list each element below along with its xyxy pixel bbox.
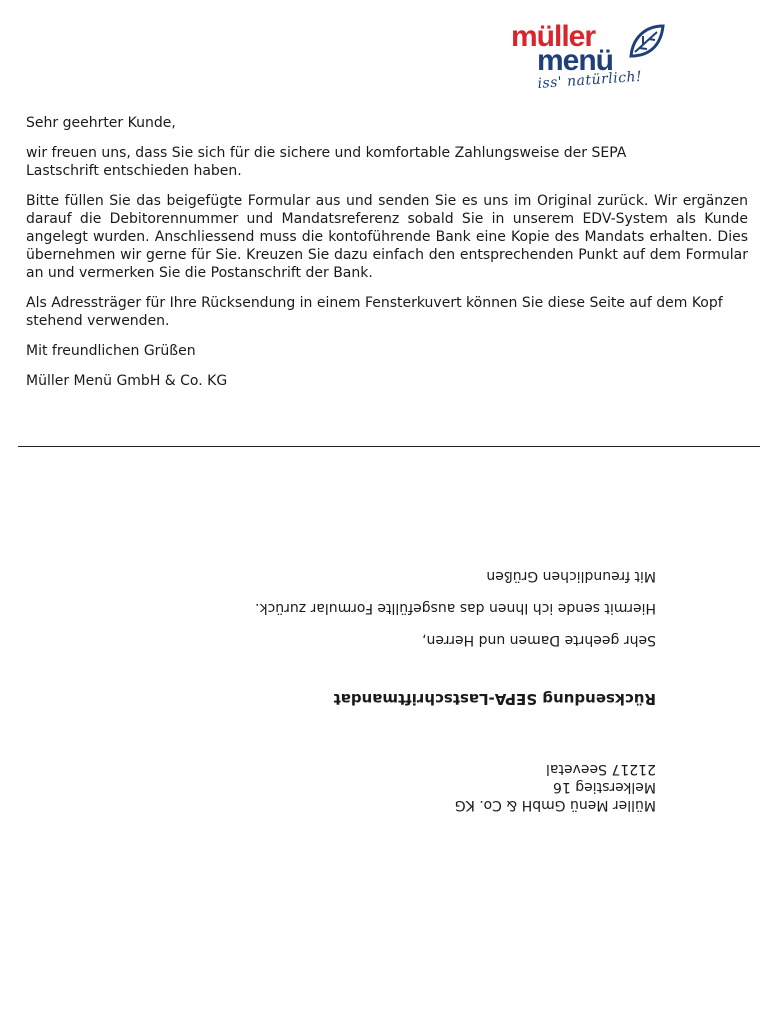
fold-line (18, 446, 760, 447)
letter-paragraph-2: Bitte füllen Sie das beigefügte Formular aus und senden Sie es uns im Original zurück. Wir ergänzen darauf die Debitorennummer und Mandatsreferenz sobald Sie in unserem EDV-System als Kunde angelegt wurden. Anschliessend muss die kontoführende Bank eine Kopie des Mandats erhalten. Dies übernehmen wir gerne für Sie. Kreuzen Sie dazu einfach den entsprechenden Punkt auf dem Formular an und vermerken Sie die Postanschrift der Bank. (26, 193, 748, 281)
return-body: Hiermit sende ich Ihnen das ausgefüllte Formular zurück. (255, 600, 656, 616)
letter-paragraph-1: wir freuen uns, dass Sie sich für die sichere und komfortable Zahlungsweise der SEPA Lastschrift entschieden haben. (26, 145, 627, 179)
return-closing: Mit freundlichen Grüßen (486, 568, 656, 584)
return-address-line: Melkerstieg 16 (553, 779, 656, 795)
cover-letter (26, 114, 748, 402)
letter-greeting: Sehr geehrter Kunde, (26, 115, 176, 131)
leaf-icon (627, 22, 667, 62)
letter-paragraph-3: Als Adressträger für Ihre Rücksendung in einem Fensterkuvert können Sie diese Seite auf dem Kopf stehend verwenden. (26, 295, 723, 329)
upside-down-return-section (0, 456, 770, 836)
logo-tagline: iss' natürlich! (537, 68, 643, 92)
logo-text-menue: menü (537, 44, 614, 77)
mueller-menue-logo (505, 20, 675, 100)
letter-closing: Mit freundlichen Grüßen (26, 343, 196, 359)
return-address-line: 21217 Seevetal (546, 761, 656, 777)
return-salutation: Sehr geehrte Damen und Herren, (422, 632, 656, 648)
return-address-block (455, 760, 656, 814)
letter-signature: Müller Menü GmbH & Co. KG (26, 373, 228, 389)
return-subject: Rücksendung SEPA-Lastschriftmandat (333, 690, 656, 708)
logo-text-mueller: müller (511, 20, 596, 53)
return-address-line: Müller Menü GmbH & Co. KG (454, 797, 656, 813)
